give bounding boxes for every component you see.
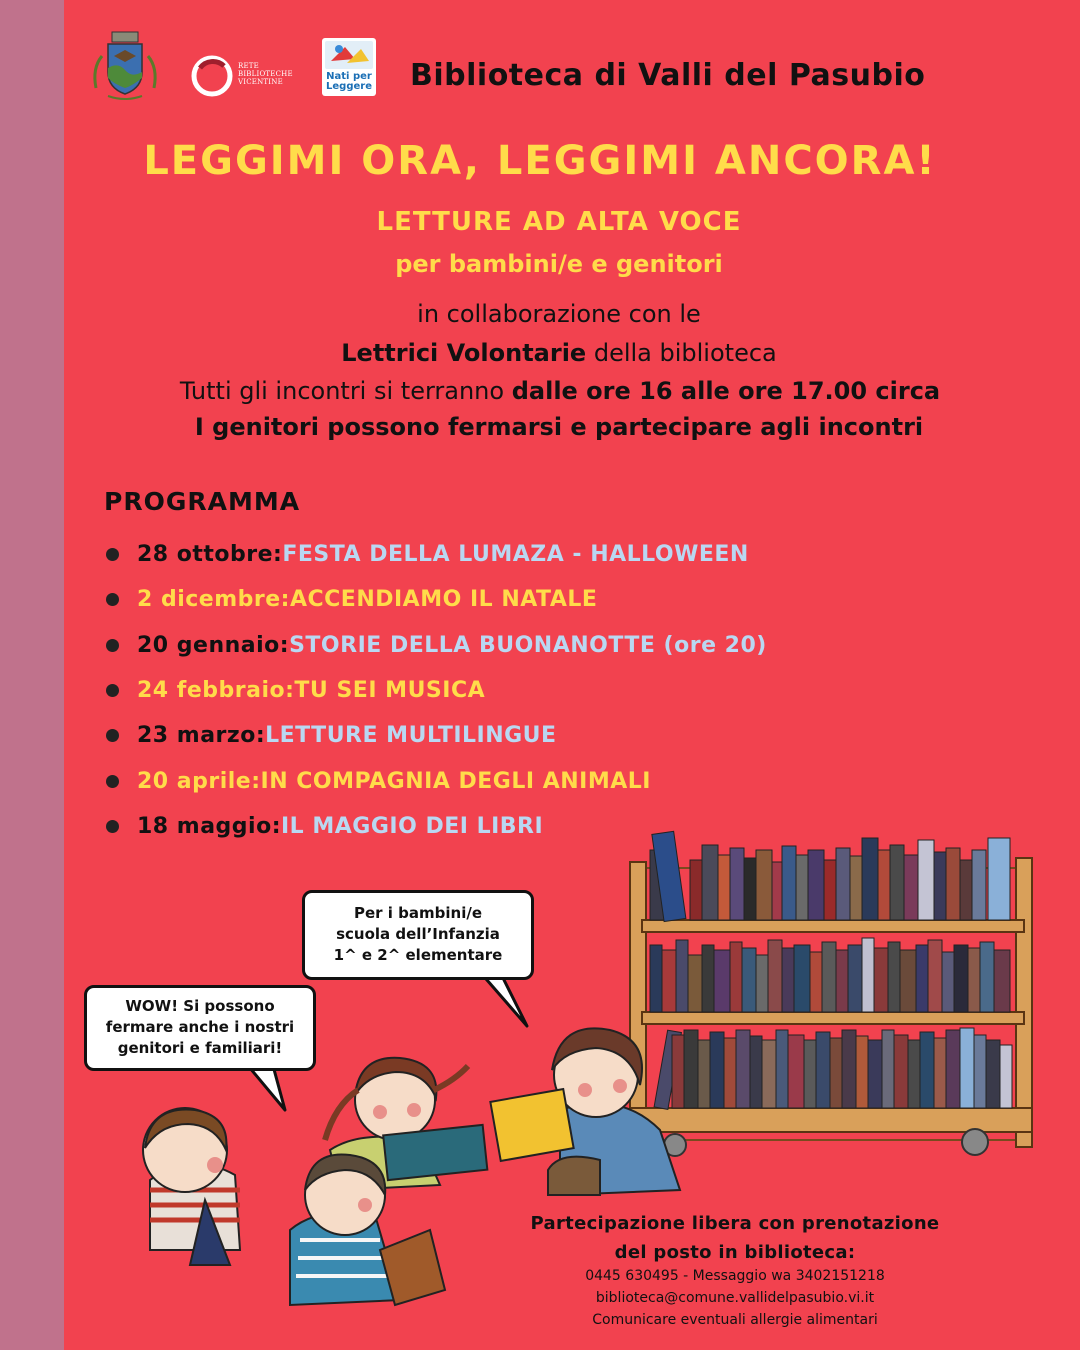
volunteers-rest: della biblioteca — [586, 339, 777, 367]
program-event: ACCENDIAMO IL NATALE — [289, 587, 598, 613]
bubble-parents-line: genitori e familiari! — [117, 1039, 283, 1057]
footer-participation: Partecipazione libera con prenotazione — [530, 1213, 940, 1234]
volunteers-bold: Lettrici Volontarie — [341, 339, 587, 367]
footer-email: biblioteca@comune.vallidelpasubio.vi.it — [595, 1290, 875, 1306]
program-date: 20 gennaio: — [137, 632, 290, 658]
program-event: STORIE DELLA BUONANOTTE (ore 20) — [289, 632, 767, 658]
time-bold: dalle ore 16 alle ore 17.00 circa — [511, 377, 941, 405]
program-date: 18 maggio: — [137, 813, 281, 839]
info-line-parents: I genitori possono fermarsi e partecipare agli incontri — [194, 413, 924, 441]
rete-logo-text: RETE BIBLIOTECHE VICENTINE — [238, 62, 293, 86]
headline: LEGGIMI ORA, LEGGIMI ANCORA! — [143, 138, 937, 184]
footer-booking: del posto in biblioteca: — [614, 1242, 856, 1263]
footer-phone: 0445 630495 - Messaggio wa 3402151218 — [585, 1268, 885, 1284]
program-event: LETTURE MULTILINGUE — [265, 723, 557, 749]
program-event: FESTA DELLA LUMAZA - HALLOWEEN — [282, 542, 749, 568]
bubble-kids-line: 1^ e 2^ elementare — [333, 946, 503, 964]
subtitle-audience: per bambini/e e genitori — [395, 250, 723, 278]
info-line-collaboration: in collaborazione con le — [417, 300, 701, 328]
speech-bubble-parents — [84, 985, 316, 1071]
bubble-kids-line: scuola dell’Infanzia — [336, 925, 500, 943]
library-title: Biblioteca di Valli del Pasubio — [410, 58, 926, 93]
program-event: IN COMPAGNIA DEGLI ANIMALI — [260, 768, 651, 794]
program-date: 23 marzo: — [137, 723, 266, 749]
bubble-parents-line: fermare anche i nostri — [105, 1018, 295, 1036]
bubble-parents-line: WOW! Si possono — [125, 997, 275, 1015]
time-intro: Tutti gli incontri si terranno — [179, 377, 512, 405]
program-event: IL MAGGIO DEI LIBRI — [281, 813, 544, 839]
program-date: 28 ottobre: — [137, 542, 283, 568]
program-date: 24 febbraio: — [137, 678, 295, 704]
program-date: 20 aprile: — [137, 768, 261, 794]
program-date: 2 dicembre: — [137, 587, 290, 613]
footer-allergies: Comunicare eventuali allergie alimentari — [592, 1312, 878, 1328]
npl-logo-text: Nati per Leggere — [326, 71, 372, 92]
subtitle-readings: LETTURE AD ALTA VOCE — [376, 207, 742, 237]
bookshelf-illustration — [630, 831, 1032, 1156]
speech-bubble-kids — [302, 890, 534, 980]
program-title: PROGRAMMA — [104, 487, 301, 516]
bubble-kids-line: Per i bambini/e — [354, 904, 482, 922]
program-event: TU SEI MUSICA — [294, 678, 486, 704]
